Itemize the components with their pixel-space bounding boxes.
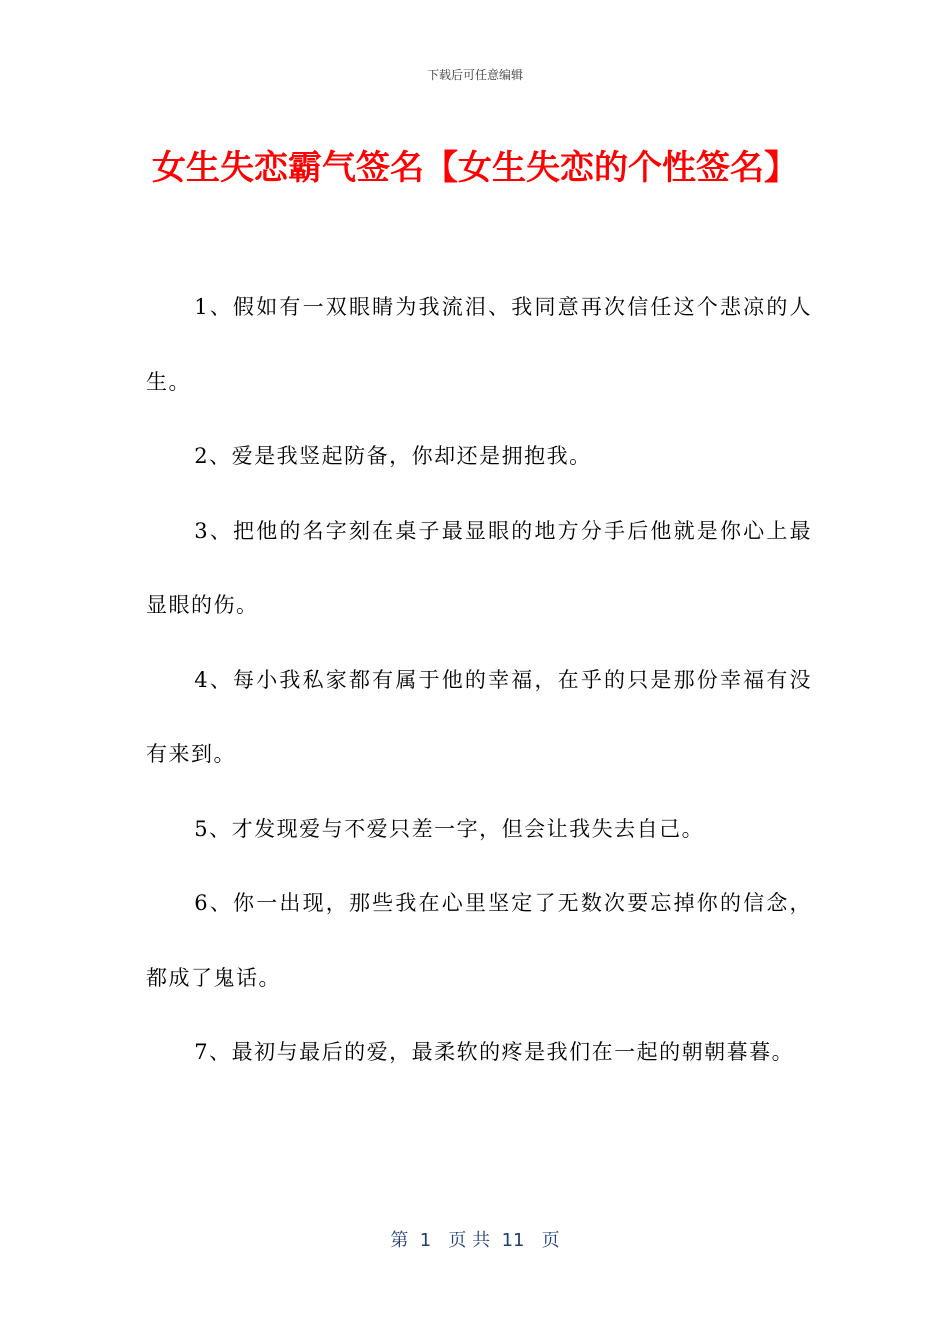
- paragraph-2: 2、爱是我竖起防备，你却还是拥抱我。: [194, 444, 592, 468]
- paragraph-6: 6、你一出现，那些我在心里坚定了无数次要忘掉你的信念，都成了鬼话。: [146, 891, 812, 990]
- paragraph-4: 4、每小我私家都有属于他的幸福，在乎的只是那份幸福有没有来到。: [146, 667, 812, 766]
- paragraph-5: 5、才发现爱与不爱只差一字，但会让我失去自己。: [194, 816, 705, 841]
- document-title: 女生失恋霸气签名【女生失恋的个性签名】: [152, 148, 798, 188]
- page-number-footer: 第 1 页 共 11 页: [390, 1230, 560, 1251]
- header-note: 下载后可任意编辑: [426, 68, 523, 82]
- paragraph-7: 7、最初与最后的爱，最柔软的疼是我们在一起的朝朝暮暮。: [194, 1040, 795, 1064]
- paragraph-1: 1、假如有一双眼睛为我流泪、我同意再次信任这个悲凉的人生。: [146, 295, 812, 394]
- paragraph-3: 3、把他的名字刻在桌子最显眼的地方分手后他就是你心上最显眼的伤。: [146, 518, 812, 617]
- document-body: [146, 270, 812, 1090]
